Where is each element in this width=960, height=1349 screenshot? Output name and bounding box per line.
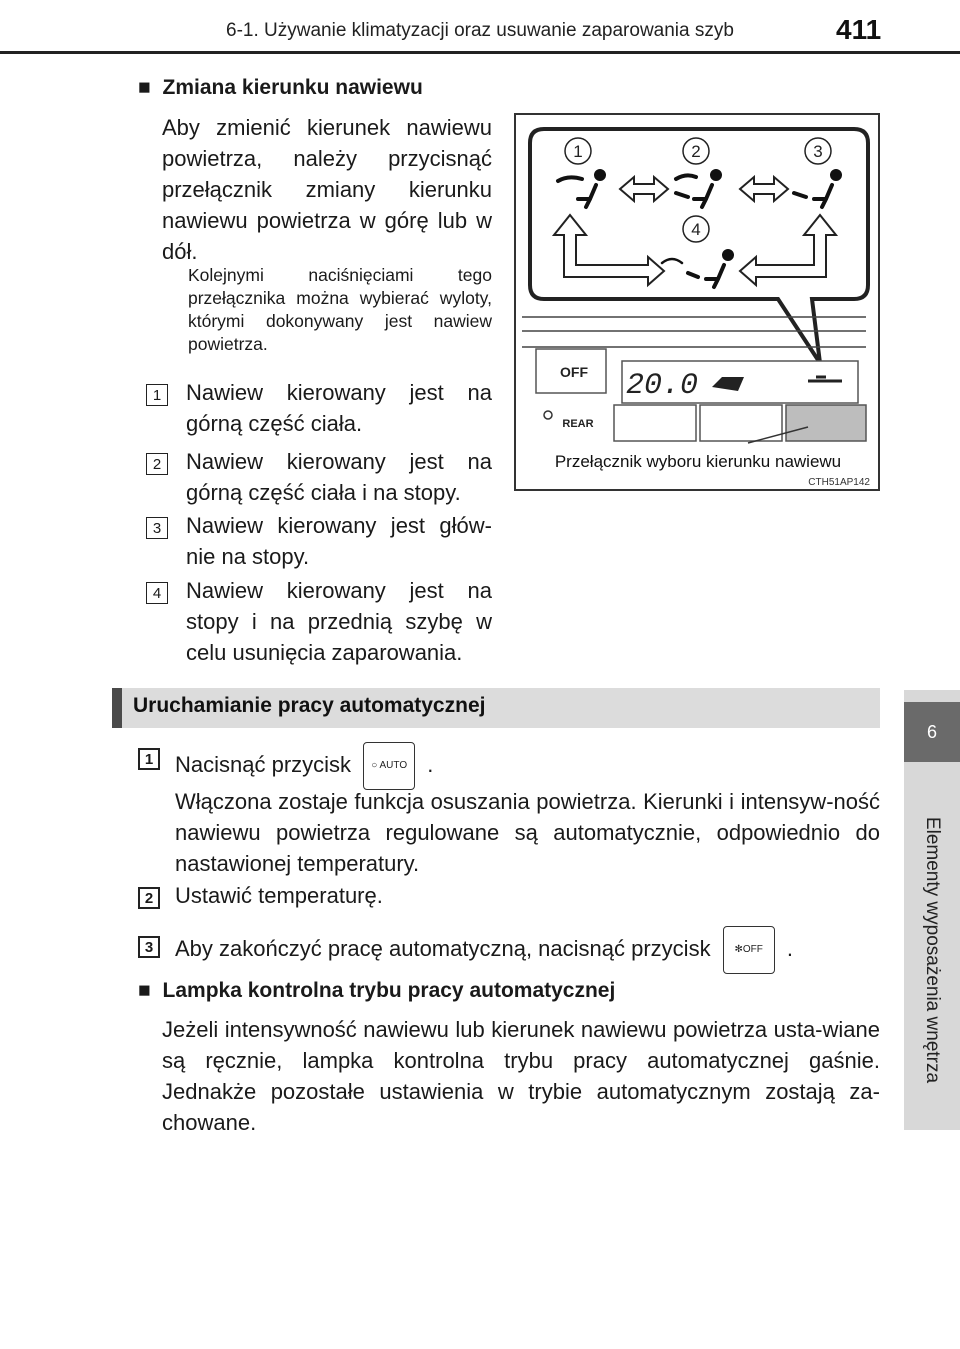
section-bar-accent — [112, 688, 122, 728]
fan-off-button-icon: ✻OFF — [723, 926, 775, 974]
step-text-before: Aby zakończyć pracę automatyczną, nacisnąć przycisk — [175, 935, 711, 961]
heading-text: Zmiana kierunku nawiewu — [162, 76, 423, 99]
section-bar-title: Uruchamianie pracy automatycznej — [133, 694, 486, 717]
item-text: Nawiew kierowany jest na górną część ciała i na stopy. — [186, 449, 492, 505]
step-number: 1 — [138, 748, 160, 770]
svg-text:20.0: 20.0 — [625, 369, 699, 403]
circled-number-text: 4 — [691, 220, 701, 239]
step-text — [175, 742, 875, 790]
figure-illustration — [516, 115, 878, 489]
step-text — [175, 926, 880, 974]
heading-text: Lampka kontrolna trybu pracy automatycznej — [162, 979, 616, 1002]
bullet-square: ■ — [138, 76, 151, 99]
header-rule — [0, 51, 960, 54]
panel-rear-defrost-button — [544, 411, 594, 430]
step-text-before: Nacisnąć przycisk — [175, 751, 352, 777]
svg-text:REAR: REAR — [562, 418, 594, 430]
circled-number-text: 2 — [691, 142, 701, 161]
circled-number-text: 3 — [813, 142, 823, 161]
step-number: 3 — [138, 936, 160, 958]
step-text-after: . — [427, 751, 434, 777]
panel-button-row — [614, 405, 866, 441]
vent-selector-figure — [514, 113, 880, 491]
step-number: 2 — [138, 887, 160, 909]
item-text: Nawiew kierowany jest na stopy i na przednią szybę w celu usunięcia zaparowania. — [186, 578, 492, 665]
item-number: 3 — [146, 517, 168, 539]
item-text: Nawiew kierowany jest na górną część ciała. — [186, 380, 492, 436]
step-text-after: . — [786, 935, 793, 961]
bullet-square: ■ — [138, 979, 151, 1002]
lamp-paragraph: Jeżeli intensywność nawiewu lub kierunek nawiewu powietrza usta-wiane są ręcznie, lampka kontrolna trybu pracy automatycznej gaśnie. Jednakże pozostałe ustawienia w trybie automatycznym zostają za-chowane. — [162, 1017, 880, 1135]
section-heading-lamp — [138, 979, 615, 1003]
circled-number-text: 1 — [573, 142, 583, 161]
item-text: Nawiew kierowany jest głów-nie na stopy. — [186, 513, 492, 569]
figure-caption: Przełącznik wyboru kierunku nawiewu — [554, 452, 842, 471]
item-number: 4 — [146, 582, 168, 604]
vent-selector-button — [786, 405, 866, 441]
intro-paragraph: Aby zmienić kierunek nawiewu powietrza, należy przycisnąć przełącznik zmiany kierunku nawiewu powietrza w górę lub w dół. — [162, 115, 492, 264]
chapter-tab — [904, 690, 960, 1130]
chapter-title-wrap — [904, 780, 960, 1120]
panel-display — [622, 361, 858, 403]
auto-button-icon: ○ AUTO — [363, 742, 415, 790]
chapter-title: Elementy wyposażenia wnętrza — [922, 816, 943, 1084]
step-text: Ustawić temperaturę. — [175, 883, 383, 908]
panel-fan-off-button — [536, 349, 606, 393]
page-number: 411 — [836, 14, 882, 45]
section-heading-direction — [138, 76, 423, 100]
note-paragraph: Kolejnymi naciśnięciami tego przełącznika można wybierać wyloty, którymi dokonywany jest nawiew powietrza. — [188, 265, 492, 354]
figure-code: CTH51AP142 — [808, 477, 870, 488]
chapter-number: 6 — [904, 702, 960, 762]
step-detail: Włączona zostaje funkcja osuszania powietrza. Kierunki i intensyw-ność nawiewu powietrza regulowane są automatycznie, odpowiednio do nastawionej temperatury. — [175, 789, 880, 876]
item-number: 2 — [146, 453, 168, 475]
page-section-title: 6-1. Używanie klimatyzacji oraz usuwanie zaparowania szyb — [226, 20, 734, 41]
item-number: 1 — [146, 384, 168, 406]
svg-text:OFF: OFF — [560, 364, 588, 380]
